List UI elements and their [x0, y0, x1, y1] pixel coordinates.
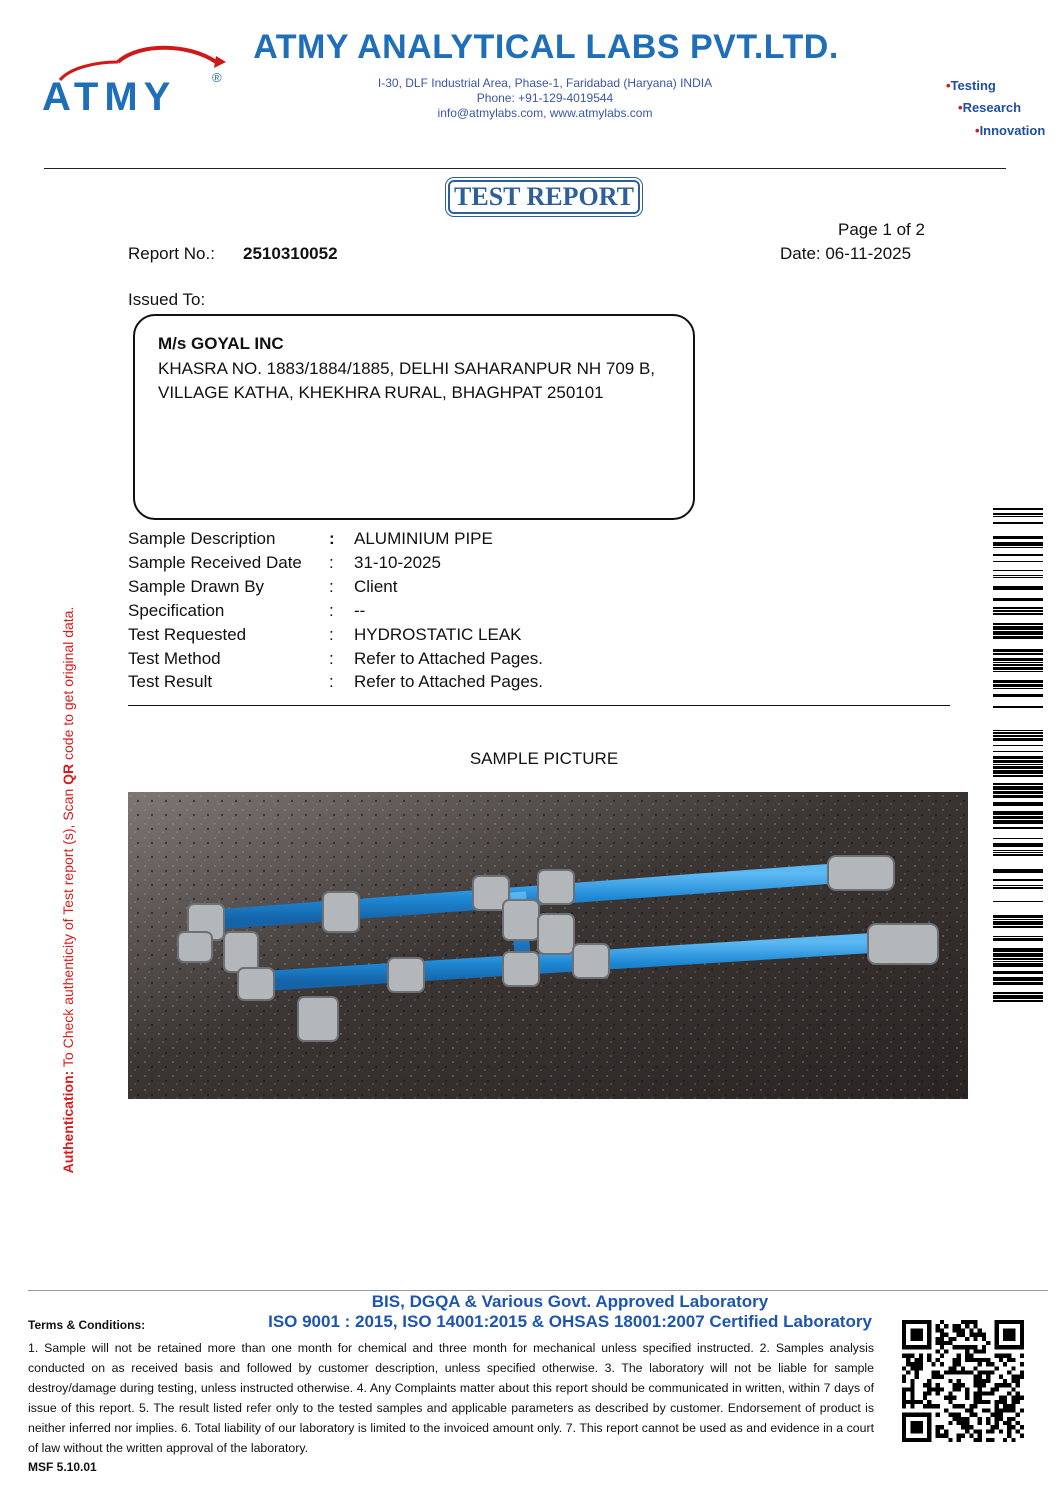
- page-info: Page 1 of 2: [838, 220, 925, 239]
- detail-separator: :: [329, 553, 334, 572]
- footer-divider: [28, 1290, 1048, 1291]
- detail-label: Specification: [128, 601, 225, 620]
- qr-code[interactable]: [902, 1320, 1024, 1442]
- customer-address-line1: KHASRA NO. 1883/1884/1885, DELHI SAHARANPUR NH 709 B,: [158, 359, 656, 378]
- tagline-innovation: •Innovation: [975, 123, 1046, 138]
- issued-to-label: Issued To:: [128, 290, 206, 309]
- approval-line-1: BIS, DGQA & Various Govt. Approved Laboratory: [371, 1292, 769, 1311]
- detail-separator: :: [329, 625, 334, 644]
- report-no-value: 2510310052: [243, 244, 338, 263]
- authentication-text-after: code to get original data.: [60, 606, 76, 760]
- detail-separator: :: [329, 577, 334, 596]
- detail-label: Sample Drawn By: [128, 577, 265, 596]
- terms-heading: Terms & Conditions:: [28, 1318, 146, 1332]
- customer-address-line2: VILLAGE KATHA, KHEKHRA RURAL, BHAGHPAT 250101: [158, 383, 604, 402]
- company-address: I-30, DLF Industrial Area, Phase-1, Faridabad (Haryana) INDIA: [377, 76, 713, 90]
- report-date: Date: 06-11-2025: [780, 244, 912, 263]
- detail-value: Refer to Attached Pages.: [354, 672, 544, 691]
- logo-text: ATMY: [42, 75, 177, 115]
- detail-value: Refer to Attached Pages.: [354, 649, 544, 668]
- detail-separator: :: [329, 649, 334, 668]
- detail-label: Sample Received Date: [128, 553, 302, 572]
- details-divider: [128, 705, 950, 706]
- detail-label: Test Method: [128, 649, 221, 668]
- sample-photo: [128, 792, 968, 1099]
- report-title: TEST REPORT: [448, 180, 640, 214]
- detail-separator: :: [329, 672, 334, 691]
- detail-label: Sample Description: [128, 529, 276, 548]
- detail-label: Test Requested: [128, 625, 247, 644]
- terms-text: 1. Sample will not be retained more than one month for chemical and three month for mechanical unless specified instructed. 2. Samples analysis conducted on as received basis and followed by customer description, unless specified otherwise. 3. The laboratory will not be liable for sample destroy/damage during testing, unless instructed otherwise. 4. Any Complaints matter about this report should be communicated in written, within 7 days of issue of this report. 5. The result listed refer only to the tested samples and applicable parameters as described by customer. Endorsement of product is neither inferred nor implies. 6. Total liability of our laboratory is limited to the invoiced amount only. 7. This report cannot be used as and evidence in a court of law without the written approval of the laboratory.: [28, 1341, 874, 1455]
- detail-label: Test Result: [128, 672, 213, 691]
- sample-picture-label: SAMPLE PICTURE: [469, 749, 619, 768]
- header-divider: [44, 168, 1006, 169]
- detail-separator: :: [329, 529, 335, 548]
- customer-name: M/s GOYAL INC: [158, 334, 284, 353]
- detail-separator: :: [329, 601, 334, 620]
- company-phone: Phone: +91-129-4019544: [476, 91, 614, 105]
- authentication-note: [60, 607, 76, 1174]
- company-contact: info@atmylabs.com, www.atmylabs.com: [437, 106, 653, 120]
- detail-value: 31-10-2025: [354, 553, 441, 572]
- detail-value: HYDROSTATIC LEAK: [354, 625, 522, 644]
- detail-value: ALUMINIUM PIPE: [354, 529, 493, 548]
- approval-line-2: ISO 9001 : 2015, ISO 14001:2015 & OHSAS 18001:2007 Certified Laboratory: [268, 1312, 872, 1331]
- detail-value: --: [354, 601, 366, 620]
- report-no-label: Report No.:: [128, 244, 215, 263]
- side-barcode: [993, 508, 1043, 1003]
- tagline-testing: •Testing: [946, 78, 996, 93]
- form-code: MSF 5.10.01: [28, 1460, 97, 1474]
- authentication-text-before: To Check authenticity of Test report (s), Scan: [60, 788, 76, 1068]
- atmy-logo: [40, 40, 230, 115]
- authentication-qr-word: QR: [60, 763, 76, 785]
- company-name: ATMY ANALYTICAL LABS PVT.LTD.: [253, 28, 839, 66]
- registered-mark: ®: [212, 70, 222, 85]
- tagline-research: •Research: [958, 100, 1022, 115]
- detail-value: Client: [354, 577, 398, 596]
- authentication-label: Authentication:: [60, 1070, 76, 1174]
